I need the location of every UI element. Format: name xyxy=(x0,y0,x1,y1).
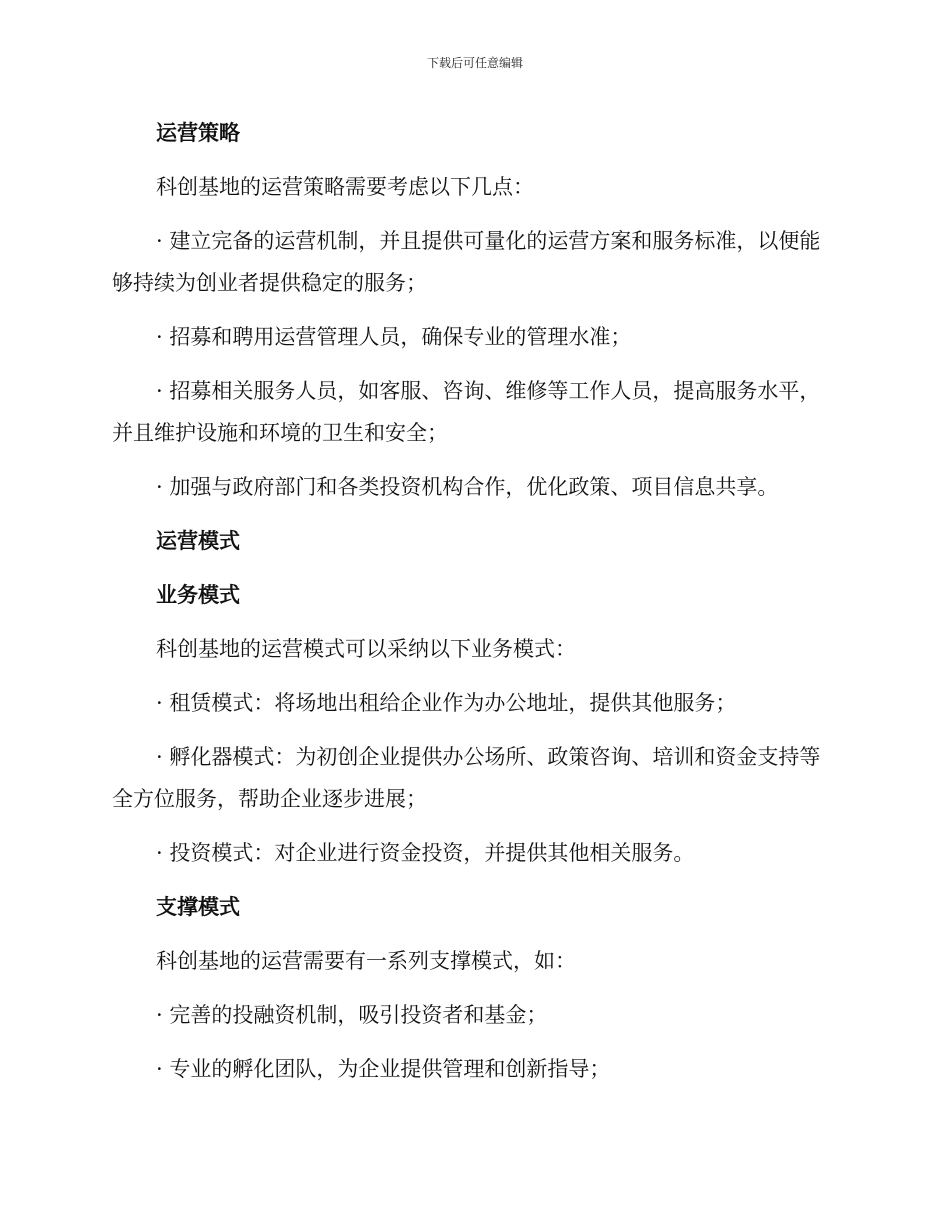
document-body xyxy=(112,112,824,1102)
subsection-heading-business-mode: 业务模式 xyxy=(156,583,240,607)
bullet-management-staff: · 招募和聘用运营管理人员，确保专业的管理水准； xyxy=(156,325,632,349)
page-header-note: 下载后可任意编辑 xyxy=(426,56,523,70)
bullet-government-cooperation: · 加强与政府部门和各类投资机构合作，优化政策、项目信息共享。 xyxy=(156,475,779,499)
paragraph-support-mode-intro: 科创基地的运营需要有一系列支撑模式，如： xyxy=(156,949,576,973)
section-heading-operation-mode: 运营模式 xyxy=(156,529,240,553)
bullet-incubation-team: · 专业的孵化团队，为企业提供管理和创新指导； xyxy=(156,1057,611,1081)
paragraph-strategy-intro: 科创基地的运营策略需要考虑以下几点： xyxy=(156,175,534,199)
bullet-incubator-mode: · 孵化器模式：为初创企业提供办公场所、政策咨询、培训和资金支持等全方位服务，帮助企业逐步进展； xyxy=(112,745,821,811)
bullet-financing-mechanism: · 完善的投融资机制，吸引投资者和基金； xyxy=(156,1003,548,1027)
paragraph-business-mode-intro: 科创基地的运营模式可以采纳以下业务模式： xyxy=(156,637,576,661)
section-heading-operation-strategy: 运营策略 xyxy=(156,121,240,145)
subsection-heading-support-mode: 支撑模式 xyxy=(156,895,240,919)
bullet-operation-mechanism: · 建立完备的运营机制，并且提供可量化的运营方案和服务标准，以便能够持续为创业者提供稳定的服务； xyxy=(112,229,821,295)
bullet-investment-mode: · 投资模式：对企业进行资金投资，并提供其他相关服务。 xyxy=(156,841,695,865)
bullet-leasing-mode: · 租赁模式：将场地出租给企业作为办公地址，提供其他服务； xyxy=(156,691,737,715)
bullet-service-staff: · 招募相关服务人员，如客服、咨询、维修等工作人员，提高服务水平，并且维护设施和环境的卫生和安全； xyxy=(112,379,821,445)
